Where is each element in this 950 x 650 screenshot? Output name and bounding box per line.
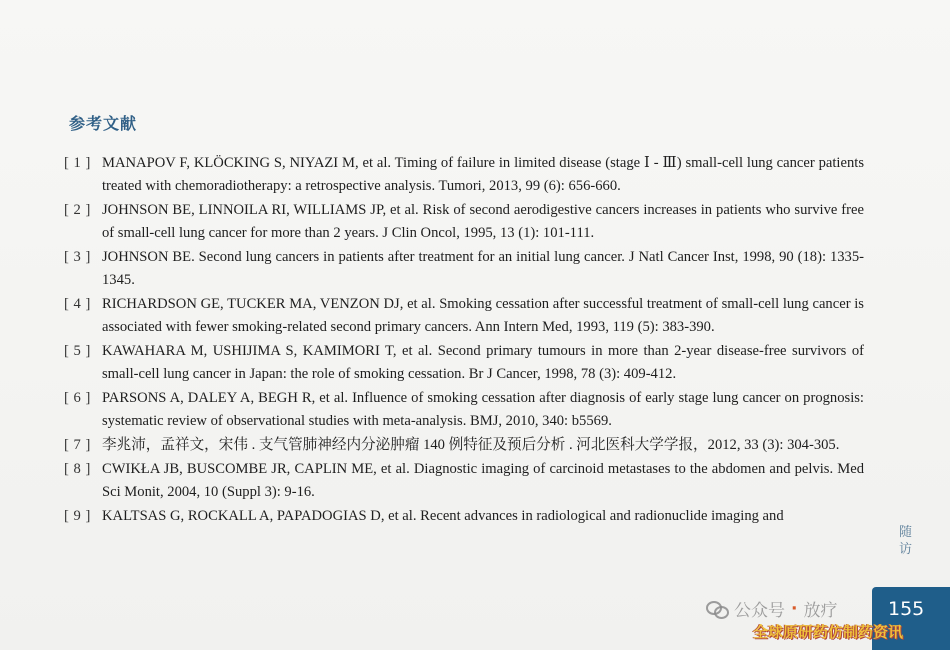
section-heading: 参考文献 — [69, 114, 138, 133]
watermark-prefix: 公众号 — [734, 601, 785, 621]
reference-text: RICHARDSON GE, TUCKER MA, VENZON DJ, et al. Smoking cessation after successful treatment of small-cell lung cancer is associated with fewer smoking-related second primary cancers. Ann Intern Med, 1993, 119 (5): 383-390. — [102, 296, 864, 335]
reference-item — [64, 434, 864, 457]
reference-text: CWIKŁA JB, BUSCOMBE JR, CAPLIN ME, et al. Diagnostic imaging of carcinoid metastases to the abdomen and pelvis. Med Sci Monit, 2004, 10 (Suppl 3): 9-16. — [102, 461, 864, 500]
reference-number: [ 1 ] — [64, 155, 91, 171]
side-note: 随访 — [899, 525, 913, 557]
reference-item — [64, 458, 864, 504]
reference-text: MANAPOV F, KLÖCKING S, NIYAZI M, et al. Timing of failure in limited disease (stage Ⅰ - Ⅲ) small-cell lung cancer patients treated with chemoradiotherapy: a retrospective analysis. Tumori, 2013, 99 (6): 656-660. — [102, 155, 864, 194]
watermark-dot: · — [791, 598, 798, 619]
reference-item — [64, 152, 864, 198]
reference-number: [ 7 ] — [64, 437, 91, 453]
reference-item — [64, 199, 864, 245]
reference-text: KAWAHARA M, USHIJIMA S, KAMIMORI T, et al. Second primary tumours in more than 2-year disease-free survivors of small-cell lung cancer in Japan: the role of smoking cessation. Br J Cancer, 1998, 78 (3): 409-412. — [102, 343, 864, 382]
reference-number: [ 5 ] — [64, 343, 91, 359]
reference-number: [ 9 ] — [64, 508, 91, 524]
page-number: 155 — [888, 598, 925, 620]
reference-text: 李兆沛，孟祥文，宋伟 . 支气管肺神经内分泌肿瘤 140 例特征及预后分析 . 河北医科大学学报，2012, 33 (3): 304-305. — [102, 437, 840, 453]
reference-item — [64, 246, 864, 292]
watermark-account — [706, 596, 837, 621]
wechat-icon — [706, 600, 728, 618]
reference-text: PARSONS A, DALEY A, BEGH R, et al. Influence of smoking cessation after diagnosis of early stage lung cancer on prognosis: systematic review of observational studies with meta-analysis. BMJ, 2010, 340: b5569. — [102, 390, 864, 429]
reference-number: [ 4 ] — [64, 296, 91, 312]
reference-number: [ 8 ] — [64, 461, 91, 477]
reference-list — [64, 152, 864, 529]
reference-item — [64, 340, 864, 386]
reference-number: [ 3 ] — [64, 249, 91, 265]
reference-item — [64, 293, 864, 339]
reference-text: KALTSAS G, ROCKALL A, PAPADOGIAS D, et al. Recent advances in radiological and radionuclide imaging and — [102, 508, 784, 524]
reference-number: [ 2 ] — [64, 202, 91, 218]
watermark-source: 全球原研药仿制药资讯 — [753, 623, 904, 641]
watermark-suffix: 放疗 — [803, 601, 838, 621]
reference-text: JOHNSON BE. Second lung cancers in patients after treatment for an initial lung cancer. J Natl Cancer Inst, 1998, 90 (18): 1335-1345. — [102, 249, 864, 288]
reference-item — [64, 387, 864, 433]
reference-item — [64, 505, 864, 528]
reference-number: [ 6 ] — [64, 390, 91, 406]
reference-text: JOHNSON BE, LINNOILA RI, WILLIAMS JP, et al. Risk of second aerodigestive cancers increases in patients who survive free of small-cell lung cancer for more than 2 years. J Clin Oncol, 1995, 13 (1): 101-111. — [102, 202, 864, 241]
